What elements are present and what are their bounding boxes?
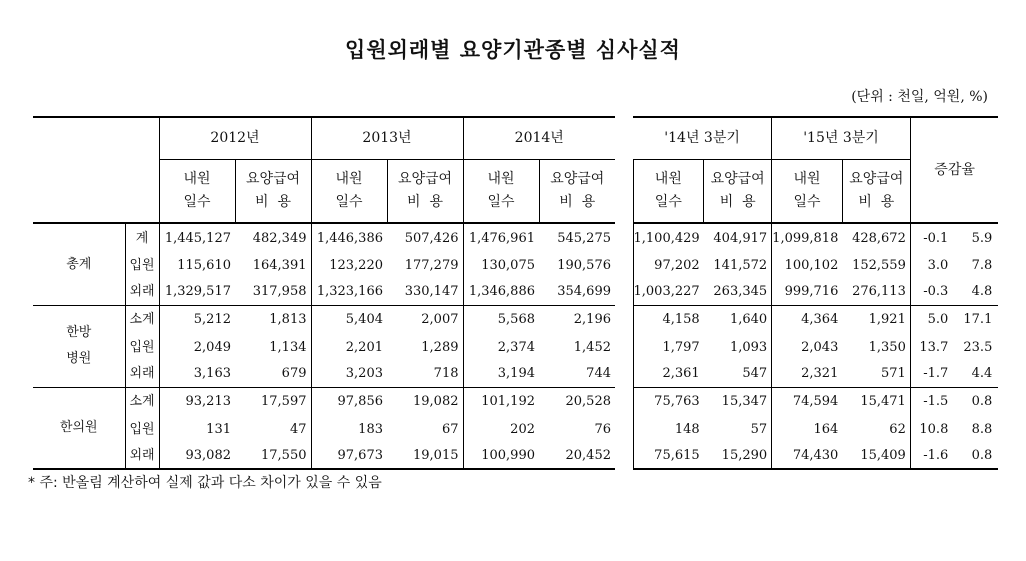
subheader-days-line: 일수 bbox=[335, 193, 363, 210]
value-cell: 1,445,127 bbox=[164, 230, 231, 246]
subheader-days-line: 내원 bbox=[793, 170, 821, 187]
value-cell: 1,099,818 bbox=[772, 230, 839, 246]
value-cell: 276,113 bbox=[842, 278, 910, 305]
value-cell: 1,813 bbox=[235, 305, 311, 334]
value-cell: 1,476,961 bbox=[468, 230, 535, 246]
header-q3-2015: '15년 3분기 bbox=[772, 117, 911, 159]
change-cost: 23.5 bbox=[963, 339, 993, 355]
change-cost: 0.8 bbox=[954, 442, 998, 469]
table-row bbox=[33, 278, 998, 305]
value-cell: 164 bbox=[813, 421, 839, 437]
subheader-cost-line: 요양급여 bbox=[245, 170, 301, 187]
value-cell: 97,856 bbox=[337, 394, 383, 410]
column-gap bbox=[615, 387, 633, 416]
row-sublabel: 계 bbox=[125, 223, 159, 252]
subheader-cost-line: 요양급여 bbox=[710, 170, 765, 187]
value-cell: 190,576 bbox=[557, 257, 611, 273]
subheader-days-4 bbox=[772, 159, 843, 223]
value-cell: 1,640 bbox=[704, 305, 772, 334]
value-cell: 2,049 bbox=[193, 339, 231, 355]
value-cell: 2,361 bbox=[633, 360, 704, 387]
value-cell: 547 bbox=[704, 360, 772, 387]
value-cell: 74,594 bbox=[792, 394, 839, 410]
value-cell: 5,568 bbox=[497, 312, 535, 328]
header-year-2013: 2013년 bbox=[311, 117, 463, 159]
header-row-years bbox=[33, 117, 998, 159]
subheader-cost-line: 비 용 bbox=[858, 193, 895, 210]
change-cost: 5.9 bbox=[971, 230, 993, 246]
value-cell: 97,202 bbox=[633, 252, 704, 278]
column-gap bbox=[615, 334, 633, 360]
change-cost: 4.8 bbox=[954, 278, 998, 305]
value-cell: 19,015 bbox=[387, 442, 463, 469]
stats-table bbox=[33, 116, 998, 470]
column-gap bbox=[615, 360, 633, 387]
row-sublabel: 외래 bbox=[125, 442, 159, 469]
value-cell: 1,452 bbox=[573, 339, 611, 355]
column-gap bbox=[615, 252, 633, 278]
value-cell: 3,194 bbox=[463, 360, 539, 387]
column-gap bbox=[615, 305, 633, 334]
subheader-cost-line: 요양급여 bbox=[397, 170, 453, 187]
subheader-days-line: 내원 bbox=[183, 170, 211, 187]
value-cell: 330,147 bbox=[387, 278, 463, 305]
page-title: 입원외래별 요양기관종별 심사실적 bbox=[345, 38, 681, 62]
header-change: 증감율 bbox=[910, 117, 998, 223]
change-days: 13.7 bbox=[919, 339, 949, 355]
value-cell: 545,275 bbox=[557, 230, 611, 246]
group-label: 총계 bbox=[33, 223, 125, 305]
subheader-cost-line: 요양급여 bbox=[849, 170, 904, 187]
value-cell: 4,158 bbox=[633, 305, 704, 334]
header-year-2014: 2014년 bbox=[463, 117, 615, 159]
value-cell: 20,528 bbox=[565, 394, 611, 410]
value-cell: 15,347 bbox=[704, 387, 772, 416]
subheader-cost-line: 비 용 bbox=[255, 193, 291, 210]
footnote: * 주: 반올림 계산하여 실제 값과 다소 차이가 있을 수 있음 bbox=[28, 475, 382, 491]
table-row bbox=[33, 305, 998, 334]
value-cell: 354,699 bbox=[539, 278, 615, 305]
value-cell: 47 bbox=[235, 416, 311, 442]
change-days: -1.5 bbox=[923, 394, 949, 410]
value-cell: 263,345 bbox=[704, 278, 772, 305]
subheader-days-line: 일수 bbox=[487, 193, 515, 210]
value-cell: 93,213 bbox=[185, 394, 231, 410]
value-cell: 57 bbox=[704, 416, 772, 442]
value-cell: 115,610 bbox=[177, 257, 231, 273]
change-days: 3.0 bbox=[927, 257, 949, 273]
subheader-days-line: 일수 bbox=[183, 193, 211, 210]
value-cell: 5,404 bbox=[345, 312, 383, 328]
value-cell: 404,917 bbox=[704, 223, 772, 252]
value-cell: 148 bbox=[633, 416, 704, 442]
subheader-days-1 bbox=[311, 159, 387, 223]
value-cell: 67 bbox=[387, 416, 463, 442]
row-sublabel: 소계 bbox=[125, 387, 159, 416]
table-row bbox=[33, 252, 998, 278]
value-cell: 15,409 bbox=[842, 442, 910, 469]
subheader-days-line: 내원 bbox=[335, 170, 363, 187]
value-cell: 1,329,517 bbox=[159, 278, 235, 305]
value-cell: 1,921 bbox=[842, 305, 910, 334]
column-gap bbox=[615, 416, 633, 442]
value-cell: 15,471 bbox=[842, 387, 910, 416]
header-row-columns bbox=[33, 159, 998, 223]
table-row bbox=[33, 442, 998, 469]
change-days: 5.0 bbox=[927, 312, 949, 328]
value-cell: 1,093 bbox=[704, 334, 772, 360]
value-cell: 62 bbox=[842, 416, 910, 442]
value-cell: 2,374 bbox=[497, 339, 535, 355]
value-cell: 202 bbox=[510, 421, 535, 437]
subheader-cost-line: 요양급여 bbox=[550, 170, 605, 187]
value-cell: 679 bbox=[235, 360, 311, 387]
subheader-cost-line: 비 용 bbox=[559, 193, 596, 210]
value-cell: 507,426 bbox=[387, 223, 463, 252]
table-row bbox=[33, 387, 998, 416]
column-gap bbox=[615, 278, 633, 305]
value-cell: 2,321 bbox=[772, 360, 843, 387]
value-cell: 3,163 bbox=[159, 360, 235, 387]
value-cell: 3,203 bbox=[311, 360, 387, 387]
row-sublabel: 외래 bbox=[125, 360, 159, 387]
value-cell: 131 bbox=[206, 421, 231, 437]
value-cell: 130,075 bbox=[481, 257, 535, 273]
value-cell: 100,990 bbox=[463, 442, 539, 469]
change-cost: 0.8 bbox=[971, 394, 993, 410]
value-cell: 1,350 bbox=[842, 334, 910, 360]
group-label: 한의원 bbox=[33, 387, 125, 469]
row-sublabel: 입원 bbox=[125, 334, 159, 360]
value-cell: 317,958 bbox=[235, 278, 311, 305]
value-cell: 15,290 bbox=[704, 442, 772, 469]
value-cell: 718 bbox=[387, 360, 463, 387]
table-row bbox=[33, 360, 998, 387]
change-days: -1.7 bbox=[910, 360, 954, 387]
value-cell: 482,349 bbox=[235, 223, 311, 252]
value-cell: 20,452 bbox=[539, 442, 615, 469]
value-cell: 97,673 bbox=[311, 442, 387, 469]
group-label-line: 한방 bbox=[66, 325, 92, 340]
value-cell: 93,082 bbox=[159, 442, 235, 469]
subheader-cost-3 bbox=[704, 159, 772, 223]
value-cell: 2,196 bbox=[573, 312, 611, 328]
value-cell: 164,391 bbox=[235, 252, 311, 278]
value-cell: 1,100,429 bbox=[633, 223, 704, 252]
change-cost: 8.8 bbox=[971, 421, 993, 437]
value-cell: 1,323,166 bbox=[311, 278, 387, 305]
value-cell: 744 bbox=[539, 360, 615, 387]
row-sublabel: 소계 bbox=[125, 305, 159, 334]
value-cell: 100,102 bbox=[784, 257, 839, 273]
unit-label: (단위 : 천일, 억원, %) bbox=[851, 89, 988, 105]
subheader-days-line: 일수 bbox=[654, 193, 682, 210]
group-label-line: 병원 bbox=[66, 351, 92, 366]
change-cost: 7.8 bbox=[971, 257, 993, 273]
value-cell: 5,212 bbox=[193, 312, 231, 328]
row-sublabel: 입원 bbox=[125, 252, 159, 278]
row-sublabel: 외래 bbox=[125, 278, 159, 305]
change-days: -1.6 bbox=[910, 442, 954, 469]
value-cell: 74,430 bbox=[772, 442, 843, 469]
value-cell: 2,201 bbox=[345, 339, 383, 355]
value-cell: 177,279 bbox=[387, 252, 463, 278]
subheader-days-line: 일수 bbox=[793, 193, 821, 210]
value-cell: 123,220 bbox=[329, 257, 383, 273]
change-cost: 4.4 bbox=[954, 360, 998, 387]
value-cell: 183 bbox=[358, 421, 383, 437]
change-days: 10.8 bbox=[919, 421, 949, 437]
value-cell: 75,763 bbox=[633, 387, 704, 416]
subheader-cost-2 bbox=[539, 159, 615, 223]
row-sublabel: 입원 bbox=[125, 416, 159, 442]
change-cost: 17.1 bbox=[963, 312, 993, 328]
subheader-days-3 bbox=[633, 159, 704, 223]
table-row bbox=[33, 416, 998, 442]
header-corner bbox=[33, 117, 159, 223]
subheader-days-0 bbox=[159, 159, 235, 223]
value-cell: 101,192 bbox=[481, 394, 535, 410]
value-cell: 19,082 bbox=[387, 387, 463, 416]
subheader-days-line: 내원 bbox=[654, 170, 682, 187]
group-label bbox=[33, 305, 125, 387]
value-cell: 141,572 bbox=[704, 252, 772, 278]
value-cell: 571 bbox=[842, 360, 910, 387]
header-year-2012: 2012년 bbox=[159, 117, 311, 159]
subheader-cost-line: 비 용 bbox=[407, 193, 443, 210]
value-cell: 1,446,386 bbox=[316, 230, 383, 246]
value-cell: 152,559 bbox=[842, 252, 910, 278]
value-cell: 4,364 bbox=[801, 312, 839, 328]
value-cell: 75,615 bbox=[633, 442, 704, 469]
change-days: -0.1 bbox=[923, 230, 949, 246]
value-cell: 17,550 bbox=[235, 442, 311, 469]
value-cell: 2,007 bbox=[387, 305, 463, 334]
subheader-cost-0 bbox=[235, 159, 311, 223]
change-days: -0.3 bbox=[910, 278, 954, 305]
subheader-cost-4 bbox=[842, 159, 910, 223]
table-row bbox=[33, 334, 998, 360]
column-gap bbox=[615, 442, 633, 469]
value-cell: 76 bbox=[594, 421, 611, 437]
value-cell: 428,672 bbox=[842, 223, 910, 252]
subheader-days-line: 내원 bbox=[487, 170, 515, 187]
subheader-cost-1 bbox=[387, 159, 463, 223]
value-cell: 1,797 bbox=[633, 334, 704, 360]
table-row bbox=[33, 223, 998, 252]
column-gap bbox=[615, 223, 633, 252]
value-cell: 17,597 bbox=[235, 387, 311, 416]
value-cell: 1,346,886 bbox=[463, 278, 539, 305]
value-cell: 1,289 bbox=[387, 334, 463, 360]
value-cell: 1,134 bbox=[235, 334, 311, 360]
value-cell: 999,716 bbox=[772, 278, 843, 305]
column-gap bbox=[615, 117, 633, 223]
subheader-cost-line: 비 용 bbox=[719, 193, 756, 210]
value-cell: 1,003,227 bbox=[633, 278, 704, 305]
subheader-days-2 bbox=[463, 159, 539, 223]
value-cell: 2,043 bbox=[801, 339, 839, 355]
header-q3-2014: '14년 3분기 bbox=[633, 117, 772, 159]
